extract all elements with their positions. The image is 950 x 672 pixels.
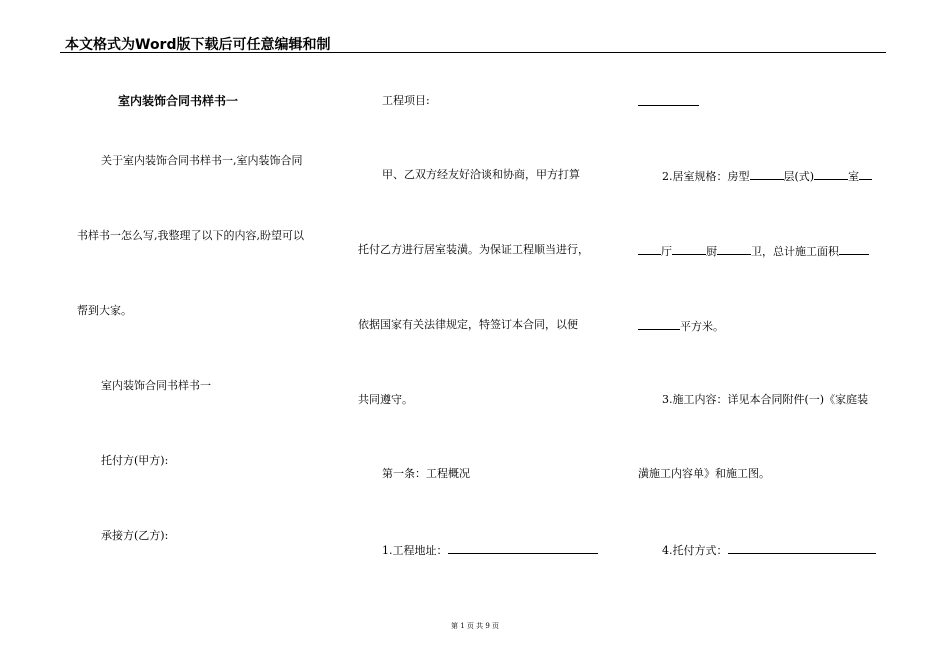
spec-chu: 厨 <box>706 245 717 258</box>
project-row <box>638 94 699 110</box>
spec-blank-1 <box>750 168 784 180</box>
spec-blank-8 <box>638 318 680 330</box>
spec-blank-6 <box>717 243 751 255</box>
project-blank <box>638 94 699 106</box>
party-a-label: 托付方(甲方): <box>101 454 169 467</box>
content-line-1: 3.施工内容：详见本合同附件(一)《家庭装 <box>662 393 869 406</box>
spec-wei: 卫，总计施工面积 <box>751 245 839 258</box>
spec-shi: 室 <box>848 170 860 183</box>
content-line-2: 潢施工内容单》和施工图。 <box>638 467 770 480</box>
intro-line-2: 书样书一怎么写,我整理了以下的内容,盼望可以 <box>77 229 304 242</box>
project-label: 工程项目: <box>382 94 430 107</box>
address-blank <box>448 542 598 554</box>
payment-label: 4.托付方式： <box>662 544 728 557</box>
paragraph-line-3: 依据国家有关法律规定，特签订本合同，以便 <box>358 318 578 331</box>
payment-blank <box>728 542 876 554</box>
party-b-label: 承接方(乙方): <box>101 529 169 542</box>
spec-ting: 厅 <box>661 245 672 258</box>
spec-blank-3 <box>859 168 872 180</box>
page-number: 第 1 页 共 9 页 <box>450 622 500 630</box>
intro-line-1: 关于室内装饰合同书样书一,室内装饰合同 <box>101 154 303 167</box>
spec-blank-7 <box>839 243 869 255</box>
paragraph-line-4: 共同遵守。 <box>358 393 413 406</box>
paragraph-line-2: 托付乙方进行居室装潢。为保证工程顺当进行， <box>358 243 589 256</box>
spec-unit: 平方米。 <box>680 320 724 333</box>
spec-row-1 <box>662 168 872 184</box>
header-title: 本文格式为Word版下载后可任意编辑和制 <box>65 37 331 53</box>
contract-subtitle: 室内装饰合同书样书一 <box>101 379 211 392</box>
paragraph-line-1: 甲、乙双方经友好洽谈和协商，甲方打算 <box>382 168 580 181</box>
spec-row-3 <box>638 318 724 334</box>
spec-blank-4 <box>638 243 661 255</box>
spec-ceng: 层(式) <box>783 170 815 183</box>
article-1-heading: 第一条：工程概况 <box>382 467 470 480</box>
spec-blank-2 <box>814 168 848 180</box>
spec-label: 2.居室规格：房型 <box>662 170 750 183</box>
address-row <box>382 542 598 558</box>
payment-row <box>662 542 876 558</box>
header-divider <box>60 52 886 53</box>
spec-row-2 <box>638 243 869 259</box>
document-title: 室内装饰合同书样书一 <box>118 94 239 108</box>
intro-line-3: 帮到大家。 <box>77 304 132 317</box>
address-label: 1.工程地址： <box>382 544 448 557</box>
spec-blank-5 <box>672 243 706 255</box>
